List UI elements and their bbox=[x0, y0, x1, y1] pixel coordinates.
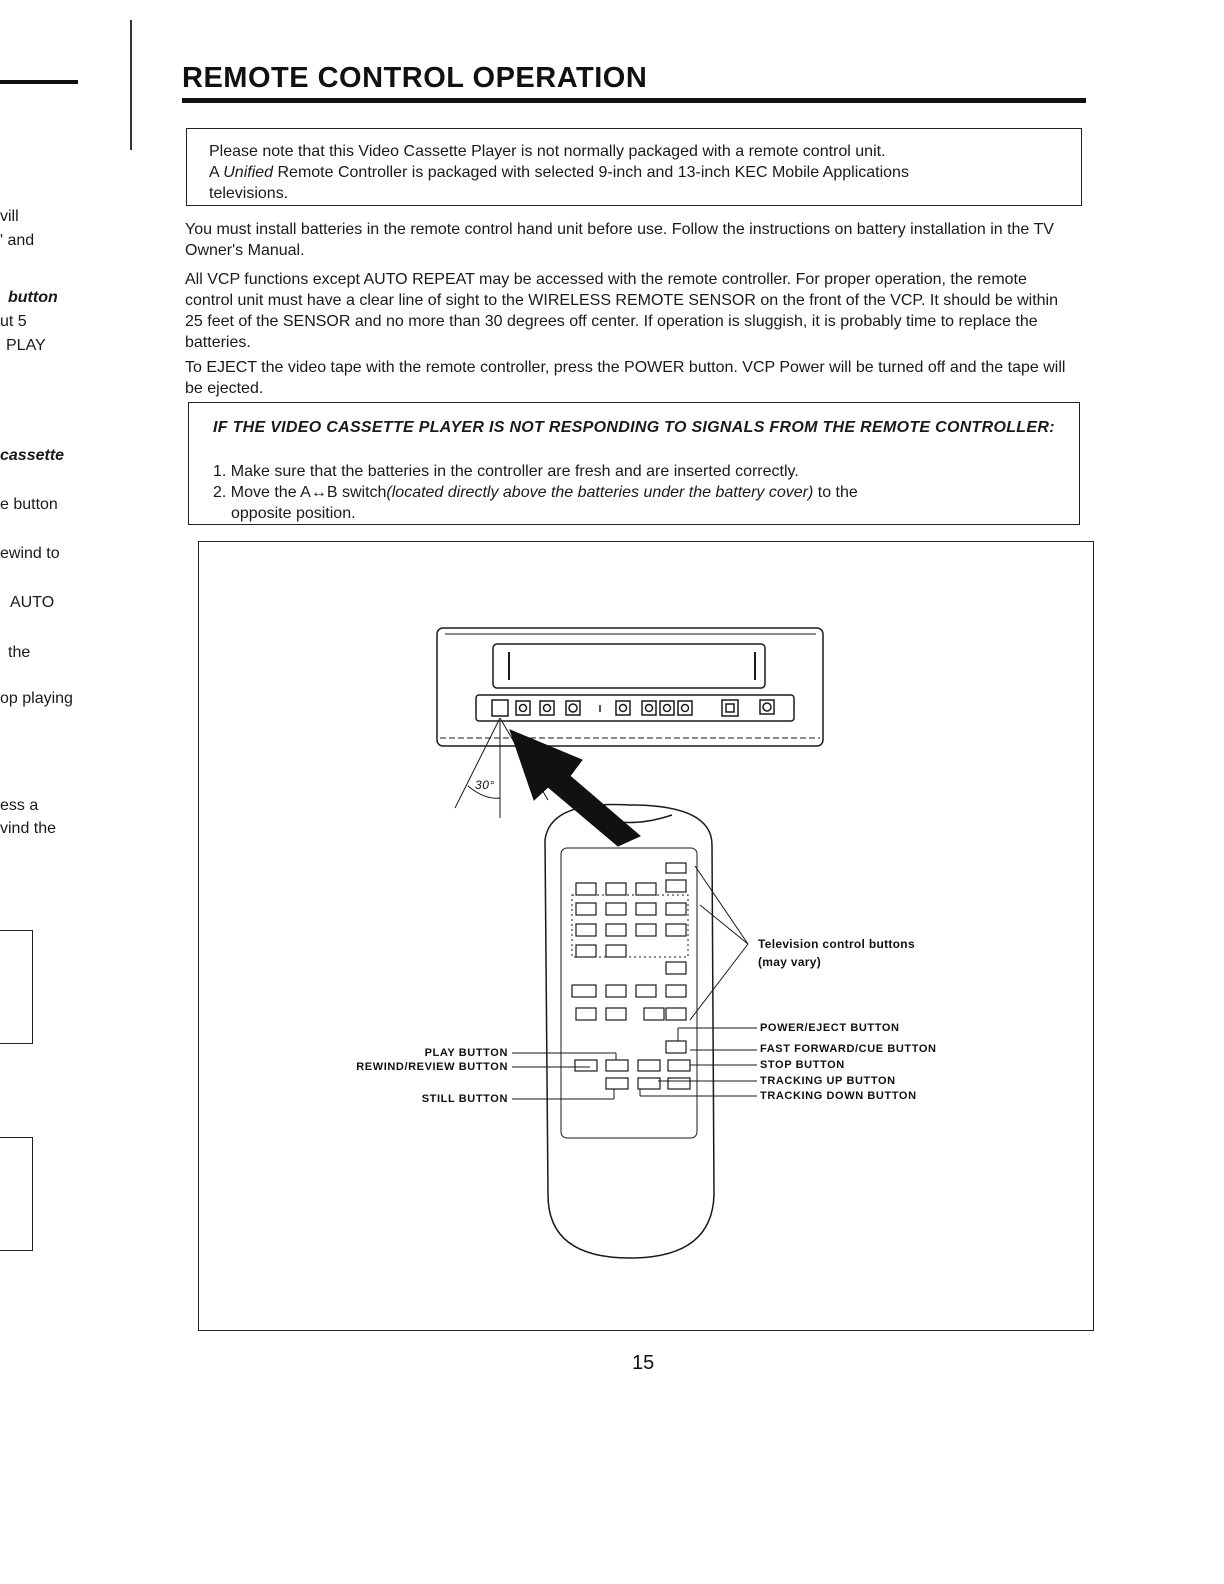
note-line: Please note that this Video Cassette Player is not normally packaged with a remote control unit. bbox=[209, 143, 886, 160]
callout-tracking-down: TRACKING DOWN BUTTON bbox=[760, 1090, 917, 1102]
gutter-fragment: ewind to bbox=[0, 545, 60, 562]
item-text-fragment: to the bbox=[813, 484, 858, 501]
callout-power-eject: POWER/EJECT BUTTON bbox=[760, 1022, 900, 1034]
callout-fast-forward: FAST FORWARD/CUE BUTTON bbox=[760, 1043, 937, 1055]
gutter-fragment: cassette bbox=[0, 447, 65, 464]
page-title: REMOTE CONTROL OPERATION bbox=[182, 62, 648, 94]
callout-rewind: REWIND/REVIEW BUTTON bbox=[356, 1061, 508, 1073]
gutter-fragment: button bbox=[8, 289, 58, 306]
gutter-fragment: e button bbox=[0, 496, 58, 513]
tv-callout-line: (may vary) bbox=[758, 955, 822, 969]
remote-control-drawing bbox=[545, 804, 714, 1258]
note-text-fragment: A bbox=[209, 164, 224, 181]
gutter-fragment: AUTO bbox=[10, 594, 55, 611]
paragraph-batteries: You must install batteries in the remote control hand unit before use. Follow the instructions on battery installation in the TV Owner's Manual. bbox=[185, 221, 1054, 259]
gutter-fragment: vill bbox=[0, 208, 19, 225]
tv-buttons-callout bbox=[758, 935, 915, 971]
paragraph-eject: To EJECT the video tape with the remote controller, press the POWER button. VCP Power will be turned off and the tape will be ejected. bbox=[185, 359, 1066, 397]
gutter-fragment: PLAY bbox=[6, 337, 46, 354]
troubleshooting-heading: IF THE VIDEO CASSETTE PLAYER IS NOT RESPONDING TO SIGNALS FROM THE REMOTE CONTROLLER: bbox=[213, 419, 1055, 436]
note-text-fragment: Remote Controller is packaged with selected 9-inch and 13-inch KEC Mobile Applications bbox=[273, 164, 909, 181]
gutter-fragment: ut 5 bbox=[0, 313, 27, 330]
page-number: 15 bbox=[632, 1352, 655, 1374]
paragraph-functions: All VCP functions except AUTO REPEAT may be accessed with the remote controller. For proper operation, the remote control unit must have a clear line of sight to the WIRELESS REMOTE SENSOR on the front of the VCP. It should be within 25 feet of the SENSOR and no more than 30 degrees off center. If operation is sluggish, it is probably time to replace the batteries. bbox=[185, 271, 1059, 351]
callout-play: PLAY BUTTON bbox=[424, 1047, 508, 1059]
tv-callout-line: Television control buttons bbox=[758, 937, 915, 951]
gutter-fragment: the bbox=[8, 644, 31, 661]
signal-arrow bbox=[510, 730, 640, 846]
gutter-fragment: vind the bbox=[0, 820, 57, 837]
gutter-fragment: ' and bbox=[0, 232, 35, 249]
note-line: televisions. bbox=[209, 185, 289, 202]
angle-label: 30° bbox=[475, 778, 495, 792]
gutter-fragment: op playing bbox=[0, 690, 73, 707]
troubleshooting-item: 1. Make sure that the batteries in the controller are fresh and are inserted correctly. bbox=[213, 463, 799, 480]
item-emphasis: (located directly above the batteries under the battery cover) bbox=[386, 484, 814, 501]
note-emphasis: Unified bbox=[223, 164, 274, 181]
callout-stop: STOP BUTTON bbox=[760, 1059, 845, 1071]
item-text-fragment: 2. Move the A↔B switch bbox=[213, 484, 387, 501]
callout-tracking-up: TRACKING UP BUTTON bbox=[760, 1075, 896, 1087]
gutter-fragment: ess a bbox=[0, 797, 39, 814]
troubleshooting-item-continuation: opposite position. bbox=[231, 505, 356, 522]
callout-still: STILL BUTTON bbox=[421, 1093, 508, 1105]
